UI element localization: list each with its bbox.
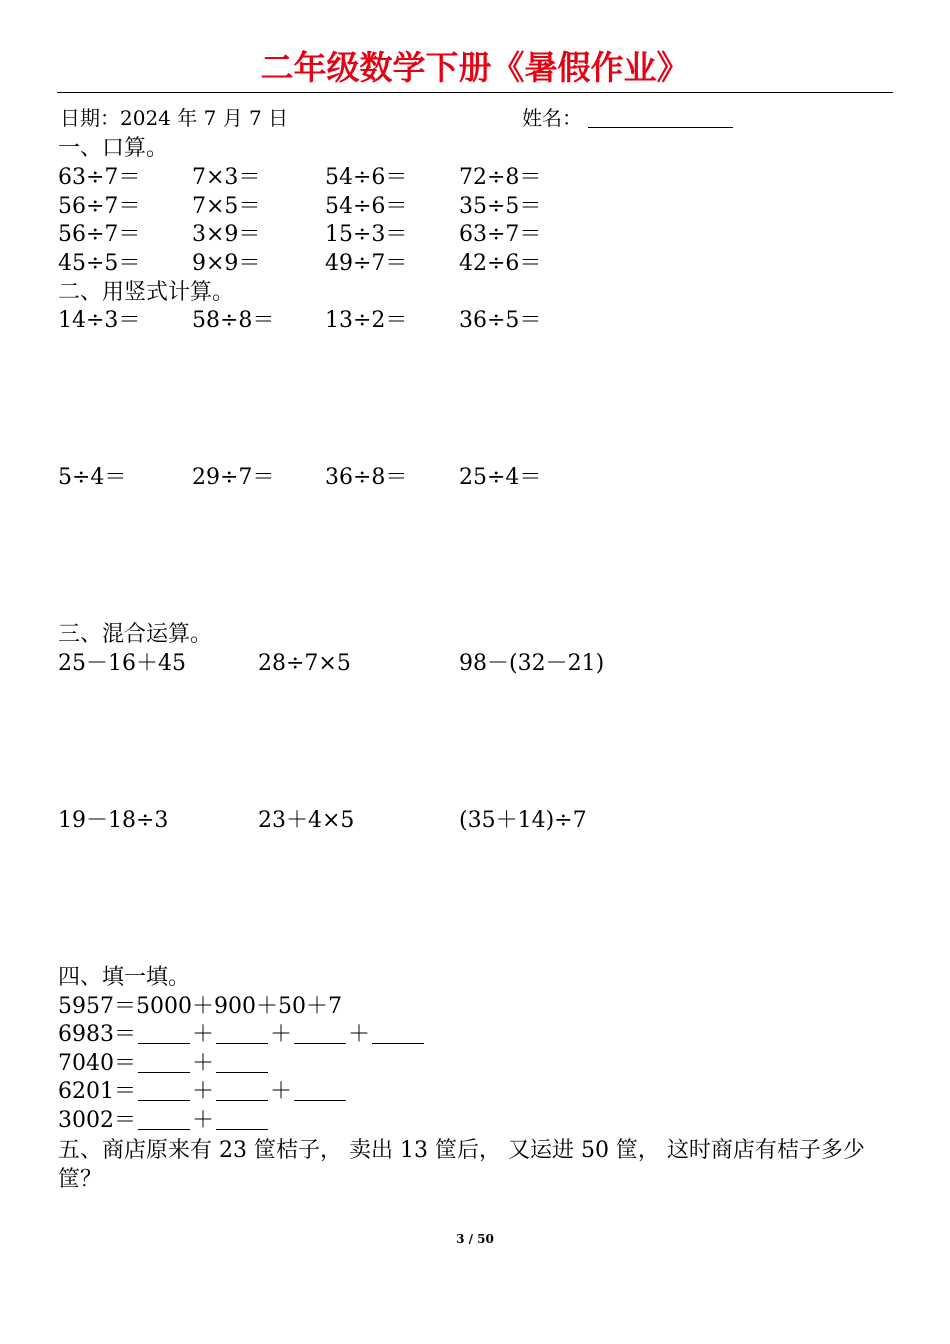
page-number: 3 / 50 [456, 1232, 494, 1246]
mental-math-item: 42÷6＝ [459, 251, 542, 276]
mixed-calc-item: 19－18÷3 [58, 808, 169, 833]
fill-item [58, 1021, 426, 1049]
answer-blank[interactable] [216, 1021, 268, 1044]
mental-math-item: 56÷7＝ [58, 222, 141, 247]
mental-math-item: 15÷3＝ [325, 222, 408, 247]
mixed-calc-item: (35＋14)÷7 [459, 808, 587, 833]
answer-blank[interactable] [138, 1107, 190, 1130]
mental-math-item: 7×3＝ [192, 165, 261, 190]
mixed-calc-item: 28÷7×5 [258, 651, 351, 676]
answer-blank[interactable] [216, 1050, 268, 1073]
mental-math-item: 63÷7＝ [58, 165, 141, 190]
section-1-heading: 一、口算。 [58, 136, 169, 161]
fill-item-left: 3002＝ [58, 1108, 136, 1133]
fill-item [58, 1050, 270, 1078]
name-label: 姓名： [522, 106, 582, 130]
plus-sign: ＋ [192, 1022, 215, 1047]
mental-math-item: 7×5＝ [192, 194, 261, 219]
vertical-calc-item: 36÷5＝ [459, 308, 542, 333]
title-underline [57, 92, 893, 93]
mental-math-item: 3×9＝ [192, 222, 261, 247]
mixed-calc-item: 98－(32－21) [459, 651, 605, 676]
answer-blank[interactable] [294, 1021, 346, 1044]
vertical-calc-item: 5÷4＝ [58, 465, 127, 490]
page-title: 二年级数学下册《暑假作业》 [260, 48, 690, 87]
section-4-heading: 四、填一填。 [58, 965, 191, 990]
fill-example: 5957＝5000＋900＋50＋7 [58, 994, 342, 1019]
fill-item [58, 1107, 270, 1135]
answer-blank[interactable] [138, 1021, 190, 1044]
vertical-calc-item: 25÷4＝ [459, 465, 542, 490]
answer-blank[interactable] [372, 1021, 424, 1044]
fill-item-left: 7040＝ [58, 1051, 136, 1076]
mixed-calc-item: 23＋4×5 [258, 808, 355, 833]
mental-math-item: 49÷7＝ [325, 251, 408, 276]
answer-blank[interactable] [216, 1107, 268, 1130]
mental-math-item: 45÷5＝ [58, 251, 141, 276]
plus-sign: ＋ [192, 1079, 215, 1104]
mixed-calc-item: 25－16＋45 [58, 651, 186, 676]
fill-item-left: 6983＝ [58, 1022, 136, 1047]
mental-math-item: 72÷8＝ [459, 165, 542, 190]
vertical-calc-item: 36÷8＝ [325, 465, 408, 490]
answer-blank[interactable] [138, 1050, 190, 1073]
mental-math-item: 9×9＝ [192, 251, 261, 276]
fill-item-left: 6201＝ [58, 1079, 136, 1104]
vertical-calc-item: 13÷2＝ [325, 308, 408, 333]
answer-blank[interactable] [294, 1078, 346, 1101]
mental-math-item: 35÷5＝ [459, 194, 542, 219]
section-3-heading: 三、混合运算。 [58, 622, 213, 647]
mental-math-item: 54÷6＝ [325, 194, 408, 219]
answer-blank[interactable] [138, 1078, 190, 1101]
plus-sign: ＋ [348, 1022, 371, 1047]
plus-sign: ＋ [192, 1051, 215, 1076]
answer-blank[interactable] [216, 1078, 268, 1101]
mental-math-item: 63÷7＝ [459, 222, 542, 247]
name-blank-line[interactable] [588, 127, 733, 128]
plus-sign: ＋ [270, 1022, 293, 1047]
fill-item [58, 1078, 348, 1106]
section-2-heading: 二、用竖式计算。 [58, 280, 235, 305]
mental-math-item: 54÷6＝ [325, 165, 408, 190]
plus-sign: ＋ [192, 1108, 215, 1133]
vertical-calc-item: 29÷7＝ [192, 465, 275, 490]
vertical-calc-item: 14÷3＝ [58, 308, 141, 333]
word-problem: 五、商店原来有 23 筐桔子， 卖出 13 筐后， 又运进 50 筐， 这时商店有桔子多少筐？ [58, 1138, 865, 1192]
mental-math-item: 56÷7＝ [58, 194, 141, 219]
plus-sign: ＋ [270, 1079, 293, 1104]
date-label: 日期：2024 年 7 月 7 日 [60, 106, 289, 130]
vertical-calc-item: 58÷8＝ [192, 308, 275, 333]
